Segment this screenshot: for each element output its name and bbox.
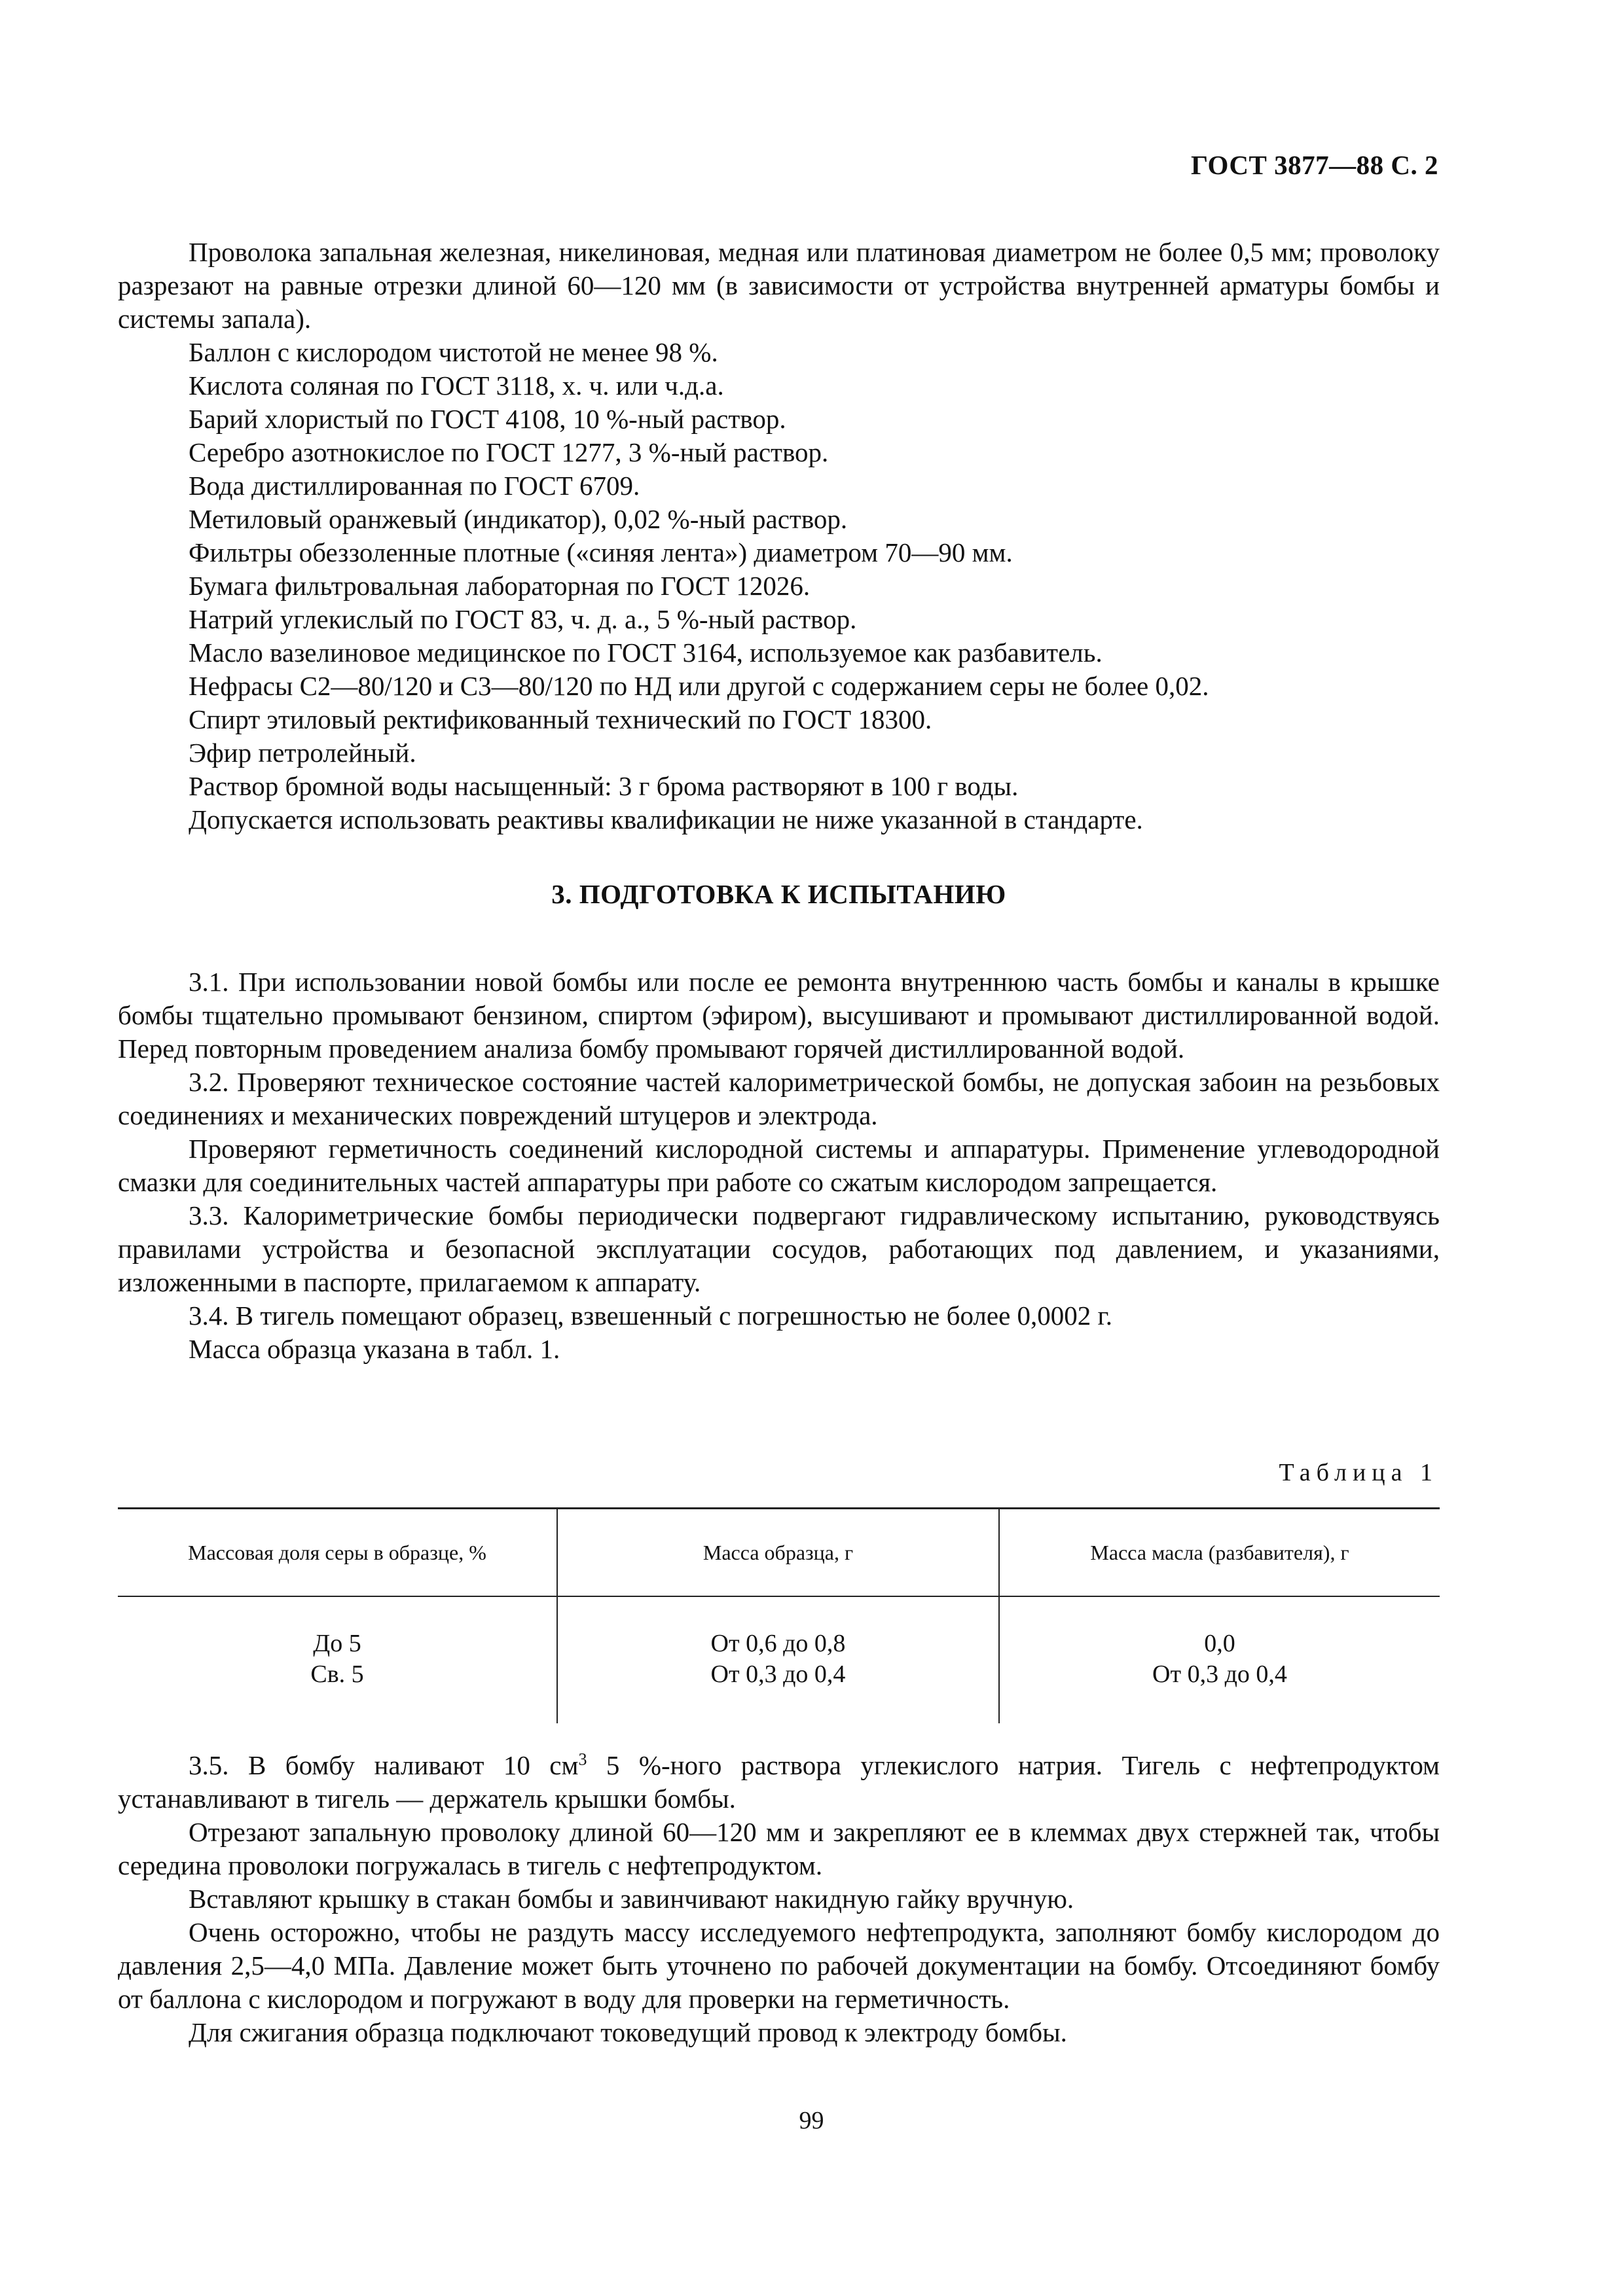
section-paragraph: 3.2. Проверяют техническое состояние частей калориметрической бомбы, не допуская забоин на резьбовых соединениях и механических повреждений штуцеров и электрода. (118, 1067, 1440, 1130)
reagent-item: Эфир петролейный. (189, 738, 416, 768)
paragraph-text: 5 %-ного раствора углекислого натрия. Тигель с нефтепродуктом устанавливают в тигель — держатель крышки бомбы. (118, 1750, 1440, 1814)
paragraph-3-5 (118, 1749, 1440, 1816)
reagent-item: Масло вазелиновое медицинское по ГОСТ 3164, используемое как разбавитель. (189, 637, 1103, 668)
table-cell (1000, 1628, 1440, 1690)
paragraph: Для сжигания образца подключают токоведущий провод к электроду бомбы. (189, 2017, 1067, 2047)
table-cell-value: От 0,6 до 0,8 (710, 1630, 846, 1657)
reagent-item: Раствор бромной воды насыщенный: 3 г брома растворяют в 100 г воды. (189, 771, 1019, 801)
section-body (118, 965, 1440, 1366)
page-number: 99 (799, 2107, 824, 2134)
table-caption: Таблица 1 (1279, 1459, 1438, 1486)
reagent-item: Метиловый оранжевый (индикатор), 0,02 %-ный раствор. (189, 504, 848, 534)
section-paragraph: 3.3. Калориметрические бомбы периодически подвергают гидравлическому испытанию, руководствуясь правилами устройства и безопасной эксплуатации сосудов, работающих под давлением, и указаниями, изложенными в паспорте, прилагаемом к аппарату. (118, 1200, 1440, 1297)
paragraph: Вставляют крышку в стакан бомбы и завинчивают накидную гайку вручную. (189, 1884, 1074, 1914)
table-cell-value: До 5 (313, 1630, 361, 1657)
reagent-item: Нефрасы С2—80/120 и С3—80/120 по НД или другой с содержанием серы не более 0,02. (189, 671, 1209, 701)
table-cell-value: От 0,3 до 0,4 (710, 1660, 846, 1688)
table-cell-value: От 0,3 до 0,4 (1152, 1660, 1287, 1688)
table-header-cell: Массовая доля серы в образце, % (188, 1540, 486, 1564)
reagent-item: Проволока запальная железная, никелиновая, медная или платиновая диаметром не более 0,5 мм; проволоку разрезают на равные отрезки длиной 60—120 мм (в зависимости от устройства внутренней арматуры бомбы и системы запала). (118, 237, 1440, 334)
reagent-item: Вода дистиллированная по ГОСТ 6709. (189, 471, 640, 501)
reagent-item: Кислота соляная по ГОСТ 3118, х. ч. или ч.д.а. (189, 370, 724, 401)
reagent-item: Серебро азотнокислое по ГОСТ 1277, 3 %-ный раствор. (189, 437, 829, 467)
reagent-item: Баллон с кислородом чистотой не менее 98 %. (189, 337, 718, 367)
table-cell (118, 1628, 556, 1690)
paragraph-text: 3.5. В бомбу наливают 10 см (189, 1750, 579, 1780)
after-table-body (118, 1749, 1440, 2049)
section-title: 3. ПОДГОТОВКА К ИСПЫТАНИЮ (551, 879, 1006, 909)
section-paragraph: 3.4. В тигель помещают образец, взвешенный с погрешностью не более 0,0002 г. (189, 1300, 1112, 1331)
table-cell-value: 0,0 (1204, 1630, 1235, 1657)
table-cell (558, 1628, 998, 1690)
section-paragraph: Масса образца указана в табл. 1. (189, 1334, 560, 1364)
table-header-cell: Масса образца, г (702, 1540, 854, 1564)
superscript: 3 (578, 1749, 587, 1769)
reagents-list (118, 236, 1440, 836)
reagent-item: Барий хлористый по ГОСТ 4108, 10 %-ный раствор. (189, 404, 786, 434)
reagent-item: Допускается использовать реактивы квалификации не ниже указанной в стандарте. (189, 804, 1143, 834)
table-cell-value: Св. 5 (310, 1660, 364, 1688)
paragraph: Очень осторожно, чтобы не раздуть массу исследуемого нефтепродукта, заполняют бомбу кислородом до давления 2,5—4,0 МПа. Давление может быть уточнено по рабочей документации на бомбу. Отсоединяют бомбу от баллона с кислородом и погружают в воду для проверки на герметичность. (118, 1917, 1440, 2014)
reagent-item: Натрий углекислый по ГОСТ 83, ч. д. а., 5 %-ный раствор. (189, 604, 857, 634)
table-header-rule (118, 1596, 1440, 1597)
table-header-cell: Масса масла (разбавителя), г (1090, 1540, 1349, 1564)
section-paragraph: 3.1. При использовании новой бомбы или после ее ремонта внутреннюю часть бомбы и каналы в крышке бомбы тщательно промывают бензином, спиртом (эфиром), высушивают и промывают дистиллированной водой. Перед повторным проведением анализа бомбу промывают горячей дистиллированной водой. (118, 967, 1440, 1064)
page-header: ГОСТ 3877—88 С. 2 (1190, 150, 1438, 180)
reagent-item: Бумага фильтровальная лабораторная по ГОСТ 12026. (189, 571, 811, 601)
section-paragraph: Проверяют герметичность соединений кислородной системы и аппаратуры. Применение углеводородной смазки для соединительных частей аппаратуры при работе со сжатым кислородом запрещается. (118, 1134, 1440, 1197)
reagent-item: Спирт этиловый ректификованный технический по ГОСТ 18300. (189, 704, 932, 734)
reagent-item: Фильтры обеззоленные плотные («синяя лента») диаметром 70—90 мм. (189, 537, 1013, 567)
paragraph: Отрезают запальную проволоку длиной 60—120 мм и закрепляют ее в клеммах двух стержней так, чтобы середина проволоки погружалась в тигель с нефтепродуктом. (118, 1817, 1440, 1880)
